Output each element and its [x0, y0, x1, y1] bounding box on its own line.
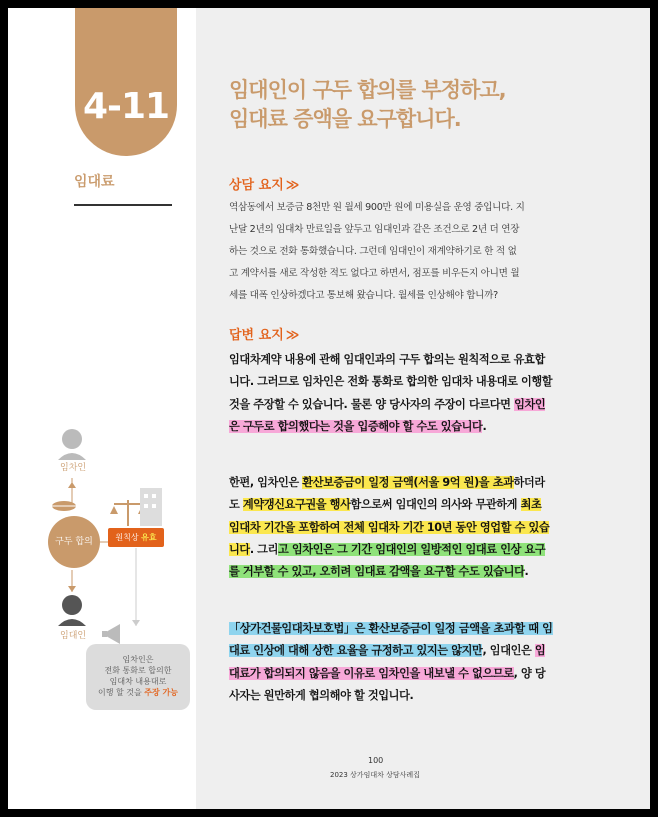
chevron-right-icon: ≫	[285, 178, 300, 193]
bubble-highlight: 주장 가능	[144, 688, 178, 697]
answer-highlight: 계약갱신요구권을 행사	[242, 498, 351, 512]
consult-heading	[229, 174, 299, 193]
consult-line: 고 계약서를 새로 작성한 적도 없다고 하면서, 점포를 비우든지 아니면 월	[229, 268, 520, 279]
title-line-2: 임대료 증액을 요구합니다.	[229, 107, 461, 131]
bubble-text: 이행 할 것을	[98, 688, 145, 697]
bubble-line: 임차인은	[122, 655, 154, 664]
consult-heading-text: 상담 요지	[229, 178, 284, 193]
answer-text: , 양 당사자는 원만하게 협의	[229, 666, 546, 702]
chapter-number: 4-11	[82, 86, 170, 127]
answer-text: 임대차계약 내용에 관해 임대인과의 구두 합의는 원칙적으로 유효합니다. 그러므로 임차인은 전화 통화로 합의한 임대차 내용대로 이행할 것을 주장할 수 있습니다. 물론 양 당사자의 주장이 다르다면	[229, 353, 553, 411]
category-label: 임대료	[74, 174, 115, 190]
answer-text: . 그리	[249, 542, 278, 556]
title-line-1: 임대인이 구두 합의를 부정하고,	[229, 78, 506, 102]
arrow-up-icon	[68, 482, 76, 488]
arrow-down-icon	[132, 620, 140, 626]
lips-icon	[52, 501, 76, 511]
tenant-label: 임차인	[60, 463, 87, 473]
page-title	[229, 76, 506, 134]
answer-highlight: 「상가건물임대차보호법」은 환산보증금이 일정 금액을 초과할 때 임대료 인상에 대해 상한 요율을 규정하고 있지는 않지만	[229, 622, 553, 658]
landlord-person-icon	[58, 595, 86, 626]
answer-highlight: 환산보증금이 일정 금액(서울 9억 원)을 초과	[302, 476, 514, 489]
consult-line: 역삼동에서 보증금 8천만 원 월세 900만 원에 미용실을 운영 중입니다. 지	[229, 202, 525, 213]
answer-heading-text: 답변 요지	[229, 328, 284, 343]
answer-text: 한편, 임차인은	[229, 476, 303, 489]
page-number: 100	[368, 756, 384, 765]
page	[8, 8, 650, 809]
answer-highlight: 최초 임대차 기간을 포함하여 전체 임대차 기간 10년 동안 영업할 수 있습니다	[229, 498, 550, 556]
bubble-line: 전화 통화로 합의한	[104, 666, 172, 675]
badge-text: 원칙상	[115, 533, 139, 542]
answer-text: .	[482, 419, 487, 433]
consult-line: 하는 것으로 전화 통화했습니다. 그런데 임대인이 재계약하기로 한 적 없	[229, 246, 517, 257]
book-title: 2023 상가임대차 상담사례집	[330, 771, 420, 779]
answer-text: 하더라도	[229, 476, 545, 512]
landlord-label: 임대인	[60, 631, 87, 641]
bubble-line: 임대차 내용대로	[109, 677, 167, 686]
answer-text: , 임대인은	[482, 644, 535, 658]
answer-paragraph-3	[229, 618, 554, 707]
megaphone-icon	[102, 624, 120, 644]
verbal-agreement-circle	[48, 516, 100, 568]
answer-text: .	[524, 565, 529, 579]
valid-badge	[108, 528, 164, 547]
answer-paragraph-2	[229, 472, 554, 583]
consult-line: 세를 대폭 인상하겠다고 통보해 왔습니다. 월세를 인상해야 합니까?	[229, 290, 498, 301]
bubble-line	[86, 687, 190, 698]
answer-highlight: 고 임차인은 그 기간 임대인의 일방적인 임대료 인상 요구를 거부할 수 있고, 오히려 임대료 감액을 요구할 수도 있습니다	[229, 542, 546, 579]
building-icon	[140, 488, 162, 526]
arrow-down-icon	[68, 586, 76, 592]
answer-highlight: 임대료가 합의되지 않음을 이유로 임차인을 내보낼 수 없으므로	[229, 644, 546, 680]
chevron-right-icon: ≫	[285, 328, 300, 343]
answer-highlight: 임차인은 구두로 합의했다는 것을 입증해야 할 수도 있습니다	[229, 397, 546, 433]
diagram-graphics	[8, 8, 198, 728]
verbal-agreement-label: 구두 합의	[55, 537, 93, 547]
answer-paragraph-1	[229, 349, 554, 438]
tenant-person-icon	[58, 429, 86, 460]
info-bubble	[86, 644, 190, 710]
answer-text: 해야 할 것입니다.	[329, 688, 414, 702]
consult-line: 난달 2년의 임대차 만료일을 앞두고 임대인과 같은 조건으로 2년 더 연장	[229, 224, 520, 235]
badge-highlight: 유효	[141, 533, 157, 542]
answer-heading	[229, 324, 299, 343]
answer-text: 함으로써 임대인의 의사와 무관하게	[350, 498, 521, 512]
consult-body	[229, 197, 549, 307]
